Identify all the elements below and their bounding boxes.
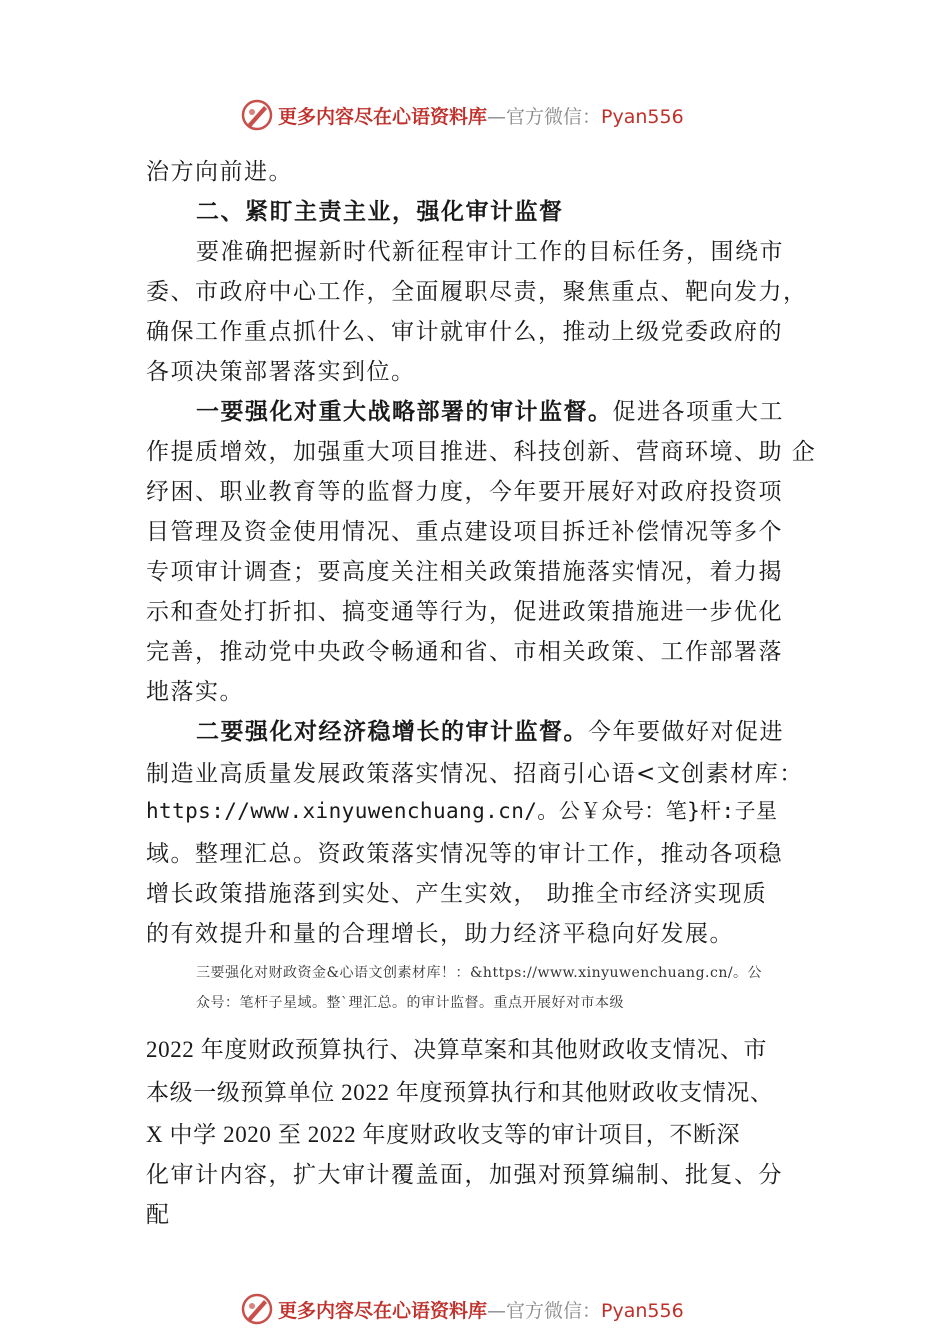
footer-brand: 更多内容尽在心语资料库 — [278, 1300, 488, 1322]
text-line: 治方向前进。 — [146, 159, 293, 185]
text-line: 配 — [146, 1202, 171, 1228]
footer-banner — [0, 1290, 950, 1330]
text-line: 制造业高质量发展政策落实情况、招商引心语<文创素材库： — [146, 761, 804, 787]
section-heading: 二、紧盯主责主业，强化审计监督 — [196, 198, 564, 225]
paragraph-first-line — [196, 393, 784, 426]
text-line: https://www.xinyuwenchuang.cn/。公￥众号：笔}杆:子星 — [146, 799, 778, 823]
text-line: X 中学 2020 至 2022 年度财政收支等的审计项目，不断深 — [146, 1122, 741, 1147]
text-line: 要准确把握新时代新征程审计工作的目标任务，围绕市 — [196, 239, 784, 265]
text-line: 目管理及资金使用情况、重点建设项目拆迁补偿情况等多个 — [146, 519, 783, 545]
brand-logo-icon — [240, 1292, 274, 1326]
brand-logo-icon — [240, 98, 274, 132]
text-line: 本级一级预算单位 2022 年度预算执行和其他财政收支情况、 — [146, 1080, 774, 1105]
text-line: 专项审计调查；要高度关注相关政策措施落实情况，着力揭 — [146, 559, 783, 585]
header-banner — [0, 96, 950, 136]
header-wechat-label: —官方微信： — [487, 106, 602, 128]
subheading: 一要强化对重大战略部署的审计监督。 — [196, 398, 613, 425]
small-text-line: 众号：笔杆子星域。整`理汇总。的审计监督。重点开展好对市本级 — [196, 995, 624, 1011]
text-span: 今年要做好对促进 — [588, 719, 784, 745]
footer-wechat-label: —官方微信： — [487, 1300, 602, 1322]
text-line: 增长政策措施落到实处、产生实效， 助推全市经济实现质 — [146, 881, 768, 907]
text-span: 促进各项重大工 — [612, 399, 784, 425]
small-text-line: 三要强化对财政资金&心语文创素材库！：&https://www.xinyuwenchuang.cn/。公 — [196, 965, 763, 981]
paragraph-first-line — [196, 713, 784, 746]
text-line: 确保工作重点抓什么、审计就审什么，推动上级党委政府的 — [146, 319, 783, 345]
text-line: 地落实。 — [146, 679, 244, 705]
footer-wechat-id: Pyan556 — [601, 1300, 684, 1322]
text-line: 作提质增效，加强重大项目推进、科技创新、营商环境、助 企 — [146, 439, 817, 465]
subheading: 二要强化对经济稳增长的审计监督。 — [196, 718, 588, 745]
text-line: 域。整理汇总。资政策落实情况等的审计工作，推动各项稳 — [146, 841, 783, 867]
text-line: 的有效提升和量的合理增长，助力经济平稳向好发展。 — [146, 921, 734, 947]
text-line: 各项决策部署落实到位。 — [146, 359, 416, 385]
text-line: 化审计内容，扩大审计覆盖面，加强对预算编制、批复、分 — [146, 1162, 783, 1188]
header-brand: 更多内容尽在心语资料库 — [278, 106, 488, 128]
header-wechat-id: Pyan556 — [601, 106, 684, 128]
text-line: 纾困、职业教育等的监督力度，今年要开展好对政府投资项 — [146, 479, 783, 505]
text-line: 完善，推动党中央政令畅通和省、市相关政策、工作部署落 — [146, 639, 783, 665]
text-line: 委、市政府中心工作，全面履职尽责，聚焦重点、靶向发力， — [146, 279, 808, 305]
text-line: 2022 年度财政预算执行、决算草案和其他财政收支情况、市 — [146, 1037, 768, 1062]
text-line: 示和查处打折扣、搞变通等行为，促进政策措施进一步优化 — [146, 599, 783, 625]
